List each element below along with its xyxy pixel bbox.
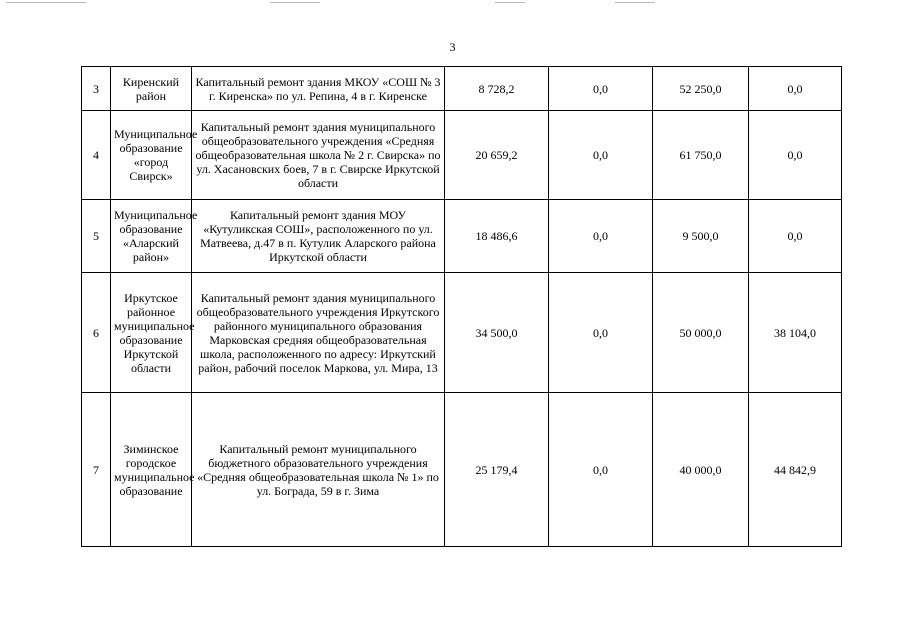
row-number: 5: [82, 200, 111, 273]
scan-artifacts: [0, 0, 905, 8]
value-cell: 40 000,0: [653, 393, 749, 547]
value-cell: 50 000,0: [653, 273, 749, 393]
value-cell: 44 842,9: [749, 393, 842, 547]
value-cell: 18 486,6: [445, 200, 549, 273]
value-cell: 0,0: [749, 200, 842, 273]
recipient-cell: Зиминское городское муниципальное образование: [111, 393, 192, 547]
funding-table: [81, 66, 842, 547]
value-cell: 25 179,4: [445, 393, 549, 547]
row-number: 4: [82, 111, 111, 200]
value-cell: 0,0: [549, 273, 653, 393]
table-row: [82, 393, 842, 547]
value-cell: 20 659,2: [445, 111, 549, 200]
value-cell: 61 750,0: [653, 111, 749, 200]
recipient-cell: Киренский район: [111, 67, 192, 111]
table-row: [82, 111, 842, 200]
value-cell: 0,0: [549, 393, 653, 547]
recipient-cell: Иркутское районное муниципальное образование Иркутской области: [111, 273, 192, 393]
row-number: 7: [82, 393, 111, 547]
value-cell: 52 250,0: [653, 67, 749, 111]
value-cell: 34 500,0: [445, 273, 549, 393]
object-cell: Капитальный ремонт здания муниципального общеобразовательного учреждения Иркутского районного муниципального образования Марковская средняя общеобразовательная школа, расположенного по адресу: Иркутский район, рабочий поселок Маркова, ул. Мира, 13: [192, 273, 445, 393]
row-number: 3: [82, 67, 111, 111]
value-cell: 8 728,2: [445, 67, 549, 111]
object-cell: Капитальный ремонт здания муниципального общеобразовательного учреждения «Средняя общеобразовательная школа № 2 г. Свирска» по ул. Хасановских боев, 7 в г. Свирске Иркутской области: [192, 111, 445, 200]
object-cell: Капитальный ремонт муниципального бюджетного образовательного учреждения «Средняя общеобразовательная школа № 1» по ул. Бограда, 59 в г. Зима: [192, 393, 445, 547]
row-number: 6: [82, 273, 111, 393]
value-cell: 0,0: [549, 67, 653, 111]
object-cell: Капитальный ремонт здания МОУ «Кутуликская СОШ», расположенного по ул. Матвеева, д.47 в п. Кутулик Аларского района Иркутской области: [192, 200, 445, 273]
value-cell: 0,0: [749, 111, 842, 200]
recipient-cell: Муниципальное образование «Аларский район»: [111, 200, 192, 273]
value-cell: 9 500,0: [653, 200, 749, 273]
page-number: 3: [449, 40, 456, 54]
table-row: [82, 67, 842, 111]
table-row: [82, 200, 842, 273]
table-row: [82, 273, 842, 393]
value-cell: 38 104,0: [749, 273, 842, 393]
value-cell: 0,0: [749, 67, 842, 111]
recipient-cell: Муниципальное образование «город Свирск»: [111, 111, 192, 200]
value-cell: 0,0: [549, 111, 653, 200]
value-cell: 0,0: [549, 200, 653, 273]
object-cell: Капитальный ремонт здания МКОУ «СОШ № 3 г. Киренска» по ул. Репина, 4 в г. Киренске: [192, 67, 445, 111]
